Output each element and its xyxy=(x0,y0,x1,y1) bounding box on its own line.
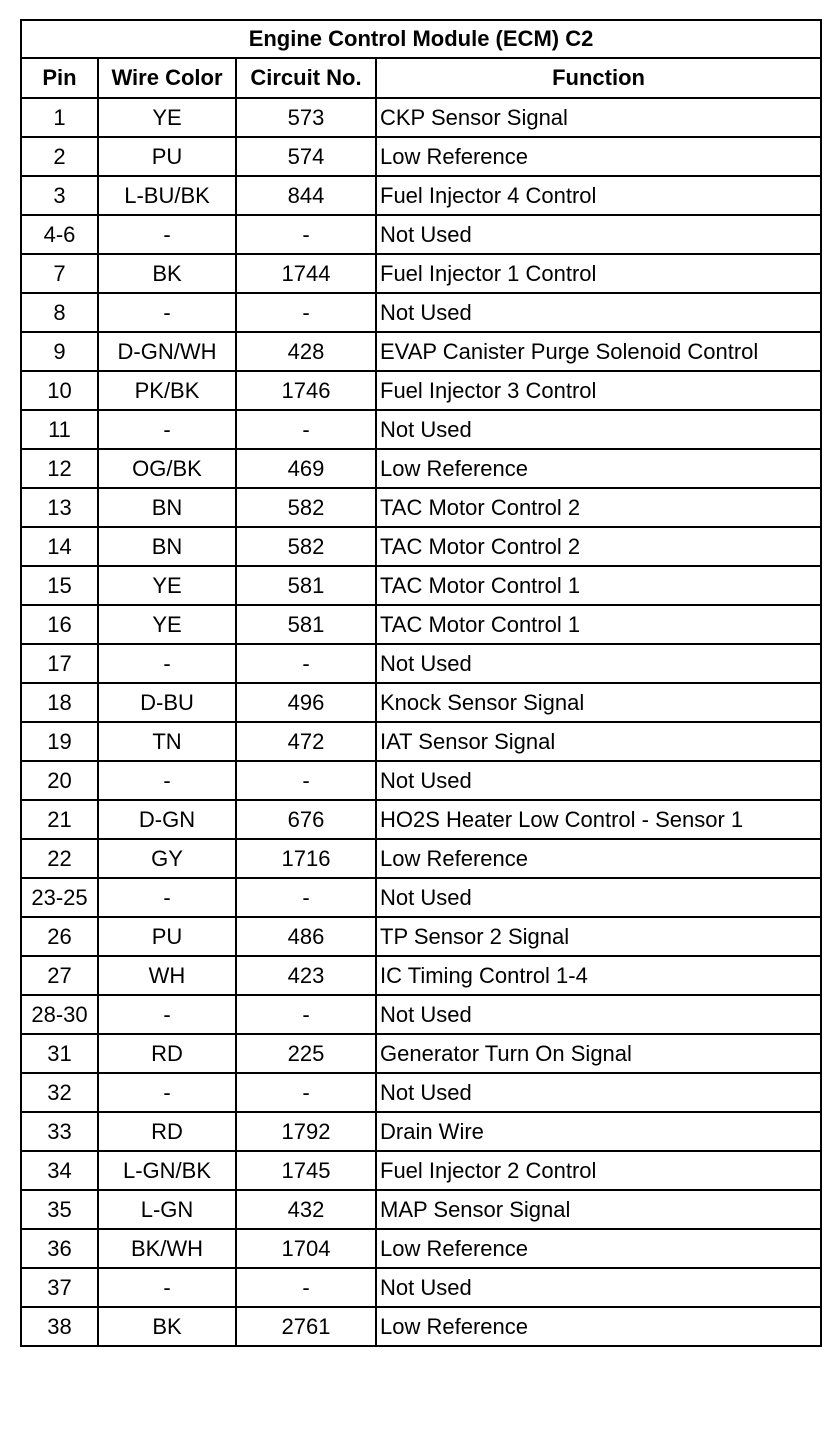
circuit-no-cell: 1792 xyxy=(236,1112,376,1151)
pin-cell: 19 xyxy=(21,722,98,761)
table-row xyxy=(21,215,821,254)
column-header-wire-color: Wire Color xyxy=(98,58,236,98)
table-header-row xyxy=(21,58,821,98)
circuit-no-cell: 2761 xyxy=(236,1307,376,1346)
pin-cell: 18 xyxy=(21,683,98,722)
circuit-no-cell: 582 xyxy=(236,527,376,566)
table-row xyxy=(21,1229,821,1268)
table-row xyxy=(21,527,821,566)
pin-cell: 14 xyxy=(21,527,98,566)
function-cell: IAT Sensor Signal xyxy=(376,722,821,761)
table-row xyxy=(21,137,821,176)
table-row xyxy=(21,878,821,917)
circuit-no-cell: 676 xyxy=(236,800,376,839)
function-cell: Low Reference xyxy=(376,449,821,488)
table-row xyxy=(21,800,821,839)
table-title: Engine Control Module (ECM) C2 xyxy=(21,20,821,58)
table-row xyxy=(21,683,821,722)
pin-cell: 36 xyxy=(21,1229,98,1268)
circuit-no-cell: - xyxy=(236,878,376,917)
pin-cell: 31 xyxy=(21,1034,98,1073)
wire-color-cell: BN xyxy=(98,488,236,527)
circuit-no-cell: 581 xyxy=(236,605,376,644)
function-cell: Drain Wire xyxy=(376,1112,821,1151)
wire-color-cell: BK xyxy=(98,254,236,293)
circuit-no-cell: 486 xyxy=(236,917,376,956)
circuit-no-cell: 1716 xyxy=(236,839,376,878)
pin-cell: 20 xyxy=(21,761,98,800)
circuit-no-cell: 581 xyxy=(236,566,376,605)
pin-cell: 11 xyxy=(21,410,98,449)
wire-color-cell: - xyxy=(98,293,236,332)
table-row xyxy=(21,956,821,995)
circuit-no-cell: 1746 xyxy=(236,371,376,410)
wire-color-cell: - xyxy=(98,761,236,800)
function-cell: Low Reference xyxy=(376,1229,821,1268)
table-row xyxy=(21,1112,821,1151)
table-row xyxy=(21,449,821,488)
pin-cell: 2 xyxy=(21,137,98,176)
wire-color-cell: - xyxy=(98,995,236,1034)
circuit-no-cell: 428 xyxy=(236,332,376,371)
table-row xyxy=(21,995,821,1034)
function-cell: MAP Sensor Signal xyxy=(376,1190,821,1229)
circuit-no-cell: 844 xyxy=(236,176,376,215)
circuit-no-cell: - xyxy=(236,215,376,254)
function-cell: Not Used xyxy=(376,1073,821,1112)
wire-color-cell: PU xyxy=(98,137,236,176)
circuit-no-cell: - xyxy=(236,995,376,1034)
function-cell: Fuel Injector 3 Control xyxy=(376,371,821,410)
circuit-no-cell: 574 xyxy=(236,137,376,176)
pin-cell: 8 xyxy=(21,293,98,332)
function-cell: Not Used xyxy=(376,644,821,683)
function-cell: TAC Motor Control 1 xyxy=(376,605,821,644)
wire-color-cell: - xyxy=(98,878,236,917)
function-cell: EVAP Canister Purge Solenoid Control xyxy=(376,332,821,371)
pin-cell: 15 xyxy=(21,566,98,605)
wire-color-cell: PU xyxy=(98,917,236,956)
function-cell: Low Reference xyxy=(376,839,821,878)
function-cell: Low Reference xyxy=(376,137,821,176)
table-row xyxy=(21,176,821,215)
table-row xyxy=(21,917,821,956)
pin-cell: 9 xyxy=(21,332,98,371)
pin-cell: 37 xyxy=(21,1268,98,1307)
table-row xyxy=(21,605,821,644)
pin-cell: 35 xyxy=(21,1190,98,1229)
table-row xyxy=(21,371,821,410)
function-cell: Knock Sensor Signal xyxy=(376,683,821,722)
pin-cell: 32 xyxy=(21,1073,98,1112)
table-row xyxy=(21,761,821,800)
wire-color-cell: - xyxy=(98,410,236,449)
pin-cell: 33 xyxy=(21,1112,98,1151)
table-row xyxy=(21,488,821,527)
table-row xyxy=(21,566,821,605)
pin-cell: 12 xyxy=(21,449,98,488)
wire-color-cell: - xyxy=(98,1268,236,1307)
circuit-no-cell: - xyxy=(236,644,376,683)
table-row xyxy=(21,410,821,449)
table-row xyxy=(21,98,821,137)
wire-color-cell: GY xyxy=(98,839,236,878)
pin-cell: 27 xyxy=(21,956,98,995)
pin-cell: 4-6 xyxy=(21,215,98,254)
circuit-no-cell: 1744 xyxy=(236,254,376,293)
pin-cell: 16 xyxy=(21,605,98,644)
function-cell: Not Used xyxy=(376,878,821,917)
pin-cell: 26 xyxy=(21,917,98,956)
circuit-no-cell: 469 xyxy=(236,449,376,488)
wire-color-cell: D-BU xyxy=(98,683,236,722)
function-cell: Not Used xyxy=(376,293,821,332)
function-cell: Not Used xyxy=(376,410,821,449)
wire-color-cell: - xyxy=(98,644,236,683)
wire-color-cell: YE xyxy=(98,98,236,137)
wire-color-cell: L-GN xyxy=(98,1190,236,1229)
wire-color-cell: D-GN/WH xyxy=(98,332,236,371)
table-row xyxy=(21,722,821,761)
function-cell: Not Used xyxy=(376,761,821,800)
pin-cell: 13 xyxy=(21,488,98,527)
circuit-no-cell: 1745 xyxy=(236,1151,376,1190)
pin-cell: 3 xyxy=(21,176,98,215)
wire-color-cell: L-BU/BK xyxy=(98,176,236,215)
table-row xyxy=(21,839,821,878)
table-body xyxy=(21,98,821,1346)
circuit-no-cell: - xyxy=(236,761,376,800)
wire-color-cell: - xyxy=(98,215,236,254)
function-cell: Fuel Injector 1 Control xyxy=(376,254,821,293)
circuit-no-cell: 582 xyxy=(236,488,376,527)
wire-color-cell: WH xyxy=(98,956,236,995)
function-cell: TAC Motor Control 2 xyxy=(376,488,821,527)
function-cell: Not Used xyxy=(376,1268,821,1307)
circuit-no-cell: - xyxy=(236,410,376,449)
pin-cell: 10 xyxy=(21,371,98,410)
pin-cell: 7 xyxy=(21,254,98,293)
column-header-function: Function xyxy=(376,58,821,98)
column-header-pin: Pin xyxy=(21,58,98,98)
table-row xyxy=(21,254,821,293)
function-cell: TAC Motor Control 1 xyxy=(376,566,821,605)
wire-color-cell: - xyxy=(98,1073,236,1112)
wire-color-cell: YE xyxy=(98,566,236,605)
table-row xyxy=(21,1151,821,1190)
pin-cell: 22 xyxy=(21,839,98,878)
table-row xyxy=(21,644,821,683)
table-row xyxy=(21,1268,821,1307)
circuit-no-cell: 432 xyxy=(236,1190,376,1229)
function-cell: Generator Turn On Signal xyxy=(376,1034,821,1073)
function-cell: TAC Motor Control 2 xyxy=(376,527,821,566)
table-row xyxy=(21,293,821,332)
table-title-row xyxy=(21,20,821,58)
wire-color-cell: RD xyxy=(98,1112,236,1151)
wire-color-cell: OG/BK xyxy=(98,449,236,488)
circuit-no-cell: 573 xyxy=(236,98,376,137)
pin-cell: 21 xyxy=(21,800,98,839)
wire-color-cell: PK/BK xyxy=(98,371,236,410)
function-cell: IC Timing Control 1-4 xyxy=(376,956,821,995)
table-row xyxy=(21,1190,821,1229)
wire-color-cell: TN xyxy=(98,722,236,761)
pin-cell: 23-25 xyxy=(21,878,98,917)
function-cell: Fuel Injector 2 Control xyxy=(376,1151,821,1190)
function-cell: CKP Sensor Signal xyxy=(376,98,821,137)
table-row xyxy=(21,1307,821,1346)
table-row xyxy=(21,332,821,371)
pin-cell: 38 xyxy=(21,1307,98,1346)
function-cell: TP Sensor 2 Signal xyxy=(376,917,821,956)
circuit-no-cell: 472 xyxy=(236,722,376,761)
ecm-c2-pinout-table xyxy=(20,19,822,1347)
wire-color-cell: BN xyxy=(98,527,236,566)
table-row xyxy=(21,1073,821,1112)
table-row xyxy=(21,1034,821,1073)
function-cell: Not Used xyxy=(376,215,821,254)
function-cell: Not Used xyxy=(376,995,821,1034)
pin-cell: 1 xyxy=(21,98,98,137)
circuit-no-cell: 496 xyxy=(236,683,376,722)
column-header-circuit-no: Circuit No. xyxy=(236,58,376,98)
circuit-no-cell: - xyxy=(236,1073,376,1112)
circuit-no-cell: 1704 xyxy=(236,1229,376,1268)
circuit-no-cell: 423 xyxy=(236,956,376,995)
wire-color-cell: RD xyxy=(98,1034,236,1073)
function-cell: Low Reference xyxy=(376,1307,821,1346)
pin-cell: 28-30 xyxy=(21,995,98,1034)
wire-color-cell: BK xyxy=(98,1307,236,1346)
circuit-no-cell: 225 xyxy=(236,1034,376,1073)
ecm-connector-table-sheet xyxy=(20,19,820,1347)
wire-color-cell: L-GN/BK xyxy=(98,1151,236,1190)
function-cell: Fuel Injector 4 Control xyxy=(376,176,821,215)
circuit-no-cell: - xyxy=(236,293,376,332)
pin-cell: 17 xyxy=(21,644,98,683)
pin-cell: 34 xyxy=(21,1151,98,1190)
function-cell: HO2S Heater Low Control - Sensor 1 xyxy=(376,800,821,839)
circuit-no-cell: - xyxy=(236,1268,376,1307)
wire-color-cell: D-GN xyxy=(98,800,236,839)
wire-color-cell: YE xyxy=(98,605,236,644)
wire-color-cell: BK/WH xyxy=(98,1229,236,1268)
